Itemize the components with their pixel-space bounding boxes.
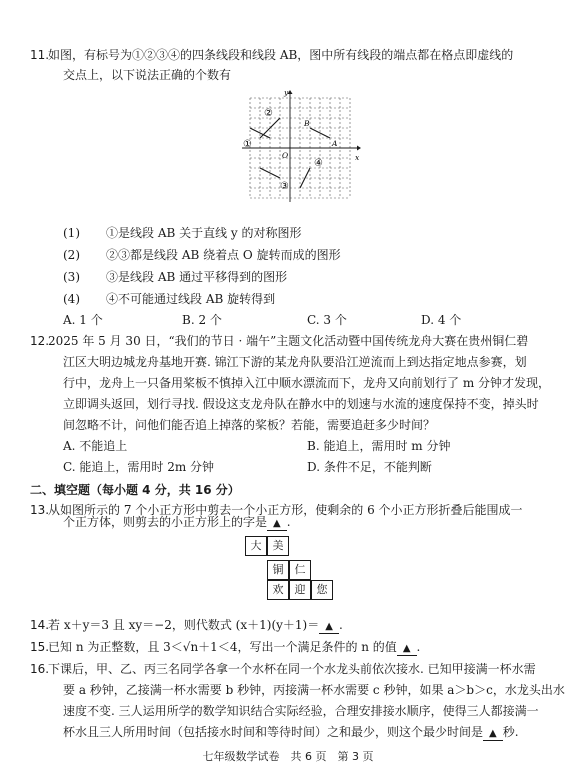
y-axis-label: y [284,90,289,97]
q13-text-pre: 个正方体，则剪去的小正方形上的字是 [63,515,268,529]
x-axis-label: x [355,153,360,162]
net-cell: 美 [267,536,289,556]
segment-4-label: ④ [314,158,323,169]
segment-4 [300,168,310,188]
answer-blank[interactable] [319,619,339,634]
q12-option-d: D. 条件不足，不能判断 [307,460,432,474]
q12-text-line: 江区大明边城龙舟基地开赛. 锦江下游的某龙舟队要沿江逆流而上到达指定地点参赛，划 [63,355,527,369]
q12-text-line: 间忽略不计，问他们能否追上掉落的桨板？若能，需要追赶多少时间？ [63,418,436,432]
q15-text [48,639,420,656]
q11-statement-text: ①是线段 AB 关于直线 y 的对称图形 [106,226,302,240]
origin-label: O [282,151,289,160]
q11-option-a: A. 1 个 [63,313,103,327]
q13-text-post: . [286,515,291,529]
net-cell: 仁 [289,560,311,580]
q12-option-b: B. 能追上，需用时 m 分钟 [307,439,451,453]
triangle-marker-icon: ▲ [325,621,333,632]
q11-grid-figure [240,90,362,206]
point-B-label: B [304,119,310,128]
q11-text-line1: 如图，有标号为①②③④的四条线段和线段 AB，图中所有线段的端点都在格点即虚线的 [48,48,514,62]
q16-text-last [63,724,519,741]
net-cell: 欢 [267,580,289,600]
q13-text-line1: 从如图所示的 7 个小正方形中剪去一个小正方形，使剩余的 6 个小正方形折叠后能围成一 [48,503,523,517]
q11-statement-text: ②③都是线段 AB 绕着点 O 旋转而成的图形 [106,248,341,262]
segment-AB [310,128,330,138]
net-cell: 铜 [267,560,289,580]
answer-blank[interactable] [483,726,503,741]
q13-text-line2 [63,514,291,531]
y-axis-arrow [288,90,293,94]
segment-3-label: ③ [280,181,289,192]
q14-text-pre: 若 x＋y＝3 且 xy＝−2，则代数式 (x＋1)(y＋1)＝ [48,618,320,632]
q15-number: 15. [30,640,50,654]
q11-number: 11. [30,48,50,62]
q14-text-post: . [338,618,343,632]
segment-3 [260,168,280,178]
q14-number: 14. [30,618,50,632]
q12-text-line: 立即调头返回，划行寻找. 假设这支龙舟队在静水中的划速与水流的速度保持不变，掉头时 [63,397,539,411]
triangle-marker-icon: ▲ [273,518,281,529]
q12-option-c: C. 能追上，需用时 2m 分钟 [63,460,215,474]
triangle-marker-icon: ▲ [489,728,497,739]
q11-option-b: B. 2 个 [182,313,222,327]
q16-text-pre: 杯水且三人所用时间（包括接水时间和等待时间）之和最少，则这个最少时间是 [63,725,484,739]
q15-text-post: . [416,640,421,654]
q16-text-line: 速度不变. 三人运用所学的数学知识结合实际经验，合理安排接水顺序，使得三人都接满一 [63,704,539,718]
q11-text-line2: 交点上，以下说法正确的个数有 [63,68,232,82]
q13-number: 13. [30,503,50,517]
q16-number: 16. [30,662,50,676]
q11-statement-text: ④不可能通过线段 AB 旋转得到 [106,292,276,306]
q16-text-post: 秒. [502,725,519,739]
segment-1-label: ① [243,139,252,150]
q12-text-line: 行中，龙舟上一只备用桨板不慎掉入江中顺水漂流而下，龙舟又向前划行了 m 分钟才发现， [63,376,551,390]
q11-option-d: D. 4 个 [421,313,462,327]
q11-statement-tag: (2) [63,248,80,262]
q12-text-line: 2025 年 5 月 30 日，“我们的节日 · 端午”主题文化活动暨中国传统龙舟大赛在贵州铜仁碧 [48,334,529,348]
q11-statement-tag: (4) [63,292,80,306]
net-cell: 大 [245,536,267,556]
answer-blank[interactable] [397,641,417,656]
point-A-label: A [332,139,338,148]
q11-statement-text: ③是线段 AB 通过平移得到的图形 [106,270,288,284]
net-cell: 您 [311,580,333,600]
q11-statement-tag: (3) [63,270,80,284]
section-heading-fill-in: 二、填空题（每小题 4 分，共 16 分） [30,483,240,497]
q16-text-line: 下课后，甲、乙、丙三名同学各拿一个水杯在同一个水龙头前依次接水. 已知甲接满一杯水需 [48,662,536,676]
q11-grid-svg [240,90,362,206]
page-footer: 七年级数学试卷 共 6 页 第 3 页 [202,750,374,763]
q12-number: 12. [30,334,50,348]
segment-1 [250,128,270,138]
q12-option-a: A. 不能追上 [63,439,128,453]
q15-text-pre: 已知 n 为正整数，且 3＜√n＋1＜4，写出一个满足条件的 n 的值 [48,640,397,654]
net-cell: 迎 [289,580,311,600]
x-axis-arrow [357,146,361,151]
q14-text [48,617,343,634]
segment-2-label: ② [264,108,273,119]
triangle-marker-icon: ▲ [402,643,411,654]
answer-blank[interactable] [267,516,287,531]
q11-statement-tag: (1) [63,226,80,240]
q11-option-c: C. 3 个 [307,313,347,327]
q16-text-line: 要 a 秒钟，乙接满一杯水需要 b 秒钟，丙接满一杯水需要 c 秒钟，如果 a＞b＞c，水龙头出水 [63,683,565,697]
